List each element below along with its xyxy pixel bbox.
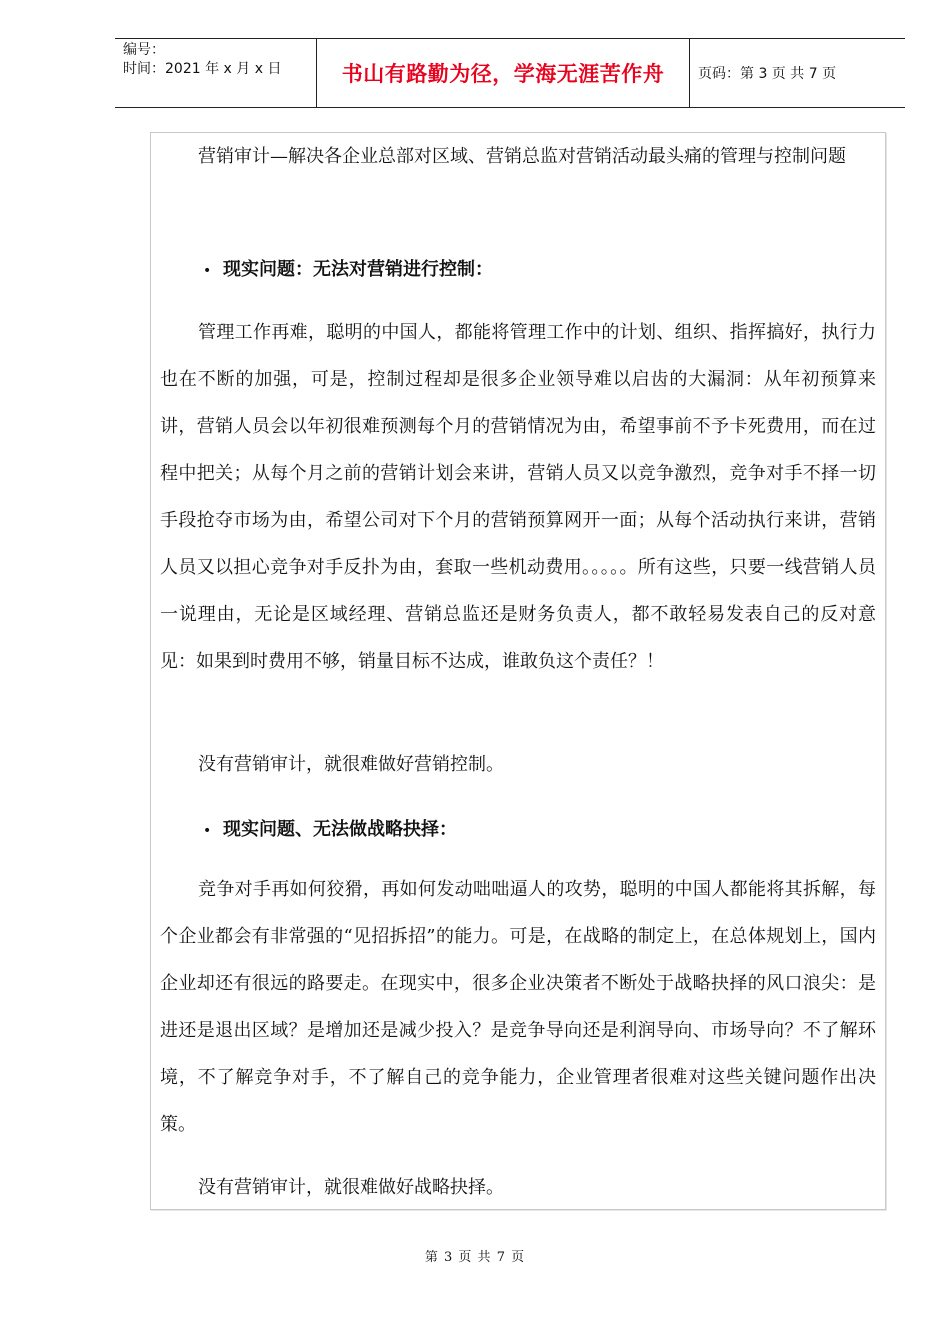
section1-conclusion: 没有营销审计，就很难做好营销控制。 bbox=[198, 754, 504, 775]
header-page-number: 页码：第 3 页 共 7 页 bbox=[698, 66, 837, 82]
document-number-label: 编号： bbox=[123, 42, 165, 58]
section1-heading-text: 现实问题：无法对营销进行控制： bbox=[223, 259, 493, 280]
section2-conclusion: 没有营销审计，就很难做好战略抉择。 bbox=[198, 1177, 504, 1198]
bullet-icon: • bbox=[203, 263, 212, 279]
page-header bbox=[115, 38, 905, 108]
header-motto: 书山有路勤为径，学海无涯苦作舟 bbox=[341, 62, 665, 86]
intro-paragraph: 营销审计—解决各企业总部对区域、营销总监对营销活动最头痛的管理与控制问题 bbox=[198, 146, 846, 167]
page-footer: 第 3 页 共 7 页 bbox=[424, 1250, 526, 1265]
section2-paragraph: 竞争对手再如何狡猾，再如何发动咄咄逼人的攻势，聪明的中国人都能将其拆解，每个企业都会有非常强的“见招拆招”的能力。可是，在战略的制定上，在总体规划上，国内企业却还有很远的路要走。在现实中，很多企业决策者不断处于战略抉择的风口浪尖：是进还是退出区域？是增加还是减少投入？是竞争导向还是利润导向、市场导向？不了解环境，不了解竞争对手，不了解自己的竞争能力，企业管理者很难对这些关键问题作出决策。 bbox=[160, 879, 876, 1135]
section2-heading bbox=[203, 818, 457, 843]
header-meta bbox=[115, 39, 316, 107]
section1-paragraph: 管理工作再难，聪明的中国人，都能将管理工作中的计划、组织、指挥搞好，执行力也在不断的加强，可是，控制过程却是很多企业领导难以启齿的大漏洞：从年初预算来讲，营销人员会以年初很难预测每个月的营销情况为由，希望事前不予卡死费用，而在过程中把关；从每个月之前的营销计划会来讲，营销人员又以竞争激烈，竞争对手不择一切手段抢夺市场为由，希望公司对下个月的营销预算网开一面；从每个活动执行来讲，营销人员又以担心竞争对手反扑为由，套取一些机动费用。。。。。所有这些，只要一线营销人员一说理由，无论是区域经理、营销总监还是财务负责人，都不敢轻易发表自己的反对意见：如果到时费用不够，销量目标不达成，谁敢负这个责任？！ bbox=[160, 322, 876, 672]
section1-heading bbox=[203, 258, 493, 283]
document-time-label: 时间：2021 年 x 月 x 日 bbox=[123, 61, 282, 77]
header-motto-cell bbox=[316, 39, 690, 107]
header-page-cell bbox=[690, 39, 905, 107]
section2-heading-text: 现实问题、无法做战略抉择： bbox=[223, 819, 457, 840]
bullet-icon: • bbox=[203, 823, 212, 839]
